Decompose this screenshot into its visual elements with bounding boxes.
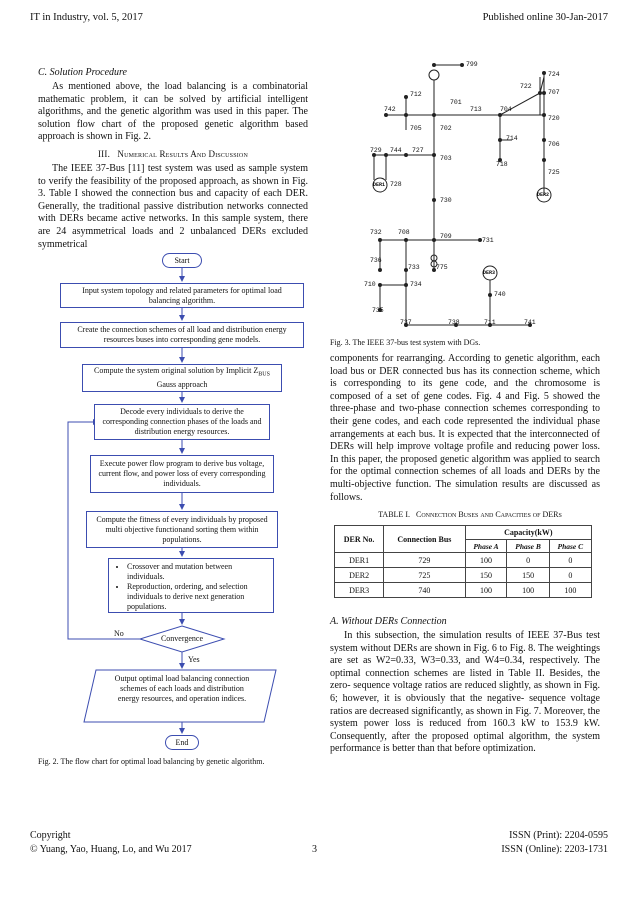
phase-a-header: Phase A xyxy=(465,540,507,553)
section-a-title: A. Without DERs Connection xyxy=(330,616,447,627)
table-cell: DER1 xyxy=(335,553,384,568)
flowchart-step-compute xyxy=(82,364,282,392)
bus-label: 731 xyxy=(482,237,494,244)
zbus-subscript: BUS xyxy=(258,371,270,378)
compute-text: Compute the system original solution by Implicit Z xyxy=(94,366,259,376)
table-cell: 0 xyxy=(549,568,591,583)
bus-label: 703 xyxy=(440,155,452,162)
bus-label: 728 xyxy=(390,181,402,188)
table-cell: 729 xyxy=(384,553,465,568)
table-row xyxy=(335,553,592,568)
flowchart-step-crossover xyxy=(108,558,274,613)
section-iii-heading xyxy=(38,149,308,159)
der3-label: DER3 xyxy=(483,270,496,276)
section-iii-paragraph xyxy=(38,163,308,251)
der2-label: DER2 xyxy=(537,192,550,198)
table-cell: 0 xyxy=(507,553,549,568)
bus-label: 708 xyxy=(398,229,410,236)
table-cell: DER3 xyxy=(335,583,384,598)
yes-label: Yes xyxy=(188,655,200,664)
flowchart xyxy=(38,250,310,770)
flowchart-end: End xyxy=(165,735,199,750)
table-cell: 100 xyxy=(465,553,507,568)
bus-diagram-lines xyxy=(330,55,608,335)
footer-left xyxy=(30,829,192,857)
bus-label: 738 xyxy=(448,319,460,326)
table-cell: 100 xyxy=(507,583,549,598)
bus-label: 727 xyxy=(412,147,424,154)
issn-print: ISSN (Print): 2204-0595 xyxy=(509,830,608,841)
page-number: 3 xyxy=(312,844,317,855)
bus-label: 711 xyxy=(484,319,496,326)
section-c-paragraph xyxy=(38,81,308,144)
section-iii-text: The IEEE 37-Bus [11] test system was used as sample system to verify the feasibility of the proposed approach, as shown in Fig. 3. Table I showed the connection bus and capacity of each DER. Generally, the traditional passive distribution networks connected with DERs became active networks. In this sample system, there are 24 asymmetrical loads and 2 unbalanced DERs excluded symmetrical xyxy=(38,163,308,250)
bus-label: 714 xyxy=(506,135,518,142)
bus-label: 741 xyxy=(524,319,536,326)
fig3-caption: Fig. 3. The IEEE 37-bus test system with DGs. xyxy=(330,338,481,347)
bus-label: 733 xyxy=(408,264,420,271)
table1-number: TABLE I. xyxy=(378,510,410,519)
bus-label: 736 xyxy=(370,257,382,264)
copyright-label: Copyright xyxy=(30,830,71,841)
bus-label: 734 xyxy=(410,281,422,288)
bus-label: 713 xyxy=(470,106,482,113)
no-label: No xyxy=(114,629,124,638)
bus-label: 732 xyxy=(370,229,382,236)
bus-label: 712 xyxy=(410,91,422,98)
bus-label: 704 xyxy=(500,106,512,113)
bus-label: 729 xyxy=(370,147,382,154)
crossover-item: • Crossover and mutation between individuals. xyxy=(127,562,269,582)
flowchart-step-decode: Decode every individuals to derive the corresponding connection phases of the loads and distribution energy resources. xyxy=(94,404,270,440)
reproduction-item: • Reproduction, ordering, and selection individuals to derive next generation populations. xyxy=(127,582,269,612)
flowchart-start: Start xyxy=(162,253,202,268)
bus-label: 737 xyxy=(400,319,412,326)
flowchart-step-input: Input system topology and related parameters for optimal load balancing algorithm. xyxy=(60,283,304,308)
connection-header: Connection Bus xyxy=(384,526,465,553)
right-text: components for rearranging. According to genetic algorithm, each load bus or DER connected bus has its connection scheme, which is corresponding to its gene code, and the chromosome is composed of a set of gene codes. Fig. 4 and Fig. 5 showed the three-phase and two-phase connection schemes corresponding to their gene codes, and each code represented the individual phase arrangements at each bus. It is expected that the interconnected of DERs will help improve voltage profile and reducing power loss. In this paper, the proposed genetic algorithm was applied to search for the optimal connection schemes of all loads and DERs by the multi-objective function. The simulation results are discussed as follows. xyxy=(330,353,600,503)
bus-label: 718 xyxy=(496,161,508,168)
flowchart-step-create: Create the connection schemes of all load and distribution energy resources buses into corresponding gene models. xyxy=(60,322,304,348)
flowchart-output: Output optimal load balancing connection schemes of each loads and distribution energy resources, and operation indices. xyxy=(114,674,250,703)
bus-label: 742 xyxy=(384,106,396,113)
section-c-text: As mentioned above, the load balancing is a combinatorial mathematic problem, it can be solved by artificial intelligent algorithms, and the genetic algorithm was used in this paper. The solution flow chart of the proposed genetic algorithm based approach is shown in Fig. 2. xyxy=(38,81,308,143)
section-c-title: C. Solution Procedure xyxy=(38,67,127,78)
der-header: DER No. xyxy=(335,526,384,553)
table-cell: 740 xyxy=(384,583,465,598)
phase-b-header: Phase B xyxy=(507,540,549,553)
table-cell: 150 xyxy=(465,568,507,583)
phase-c-header: Phase C xyxy=(549,540,591,553)
bus-label: 725 xyxy=(548,169,560,176)
table-row xyxy=(335,583,592,598)
section-iii-title: Numerical Results And Discussion xyxy=(117,149,249,159)
bus-label: 740 xyxy=(494,291,506,298)
bus-label: 705 xyxy=(410,125,422,132)
table-cell: 100 xyxy=(465,583,507,598)
journal-header: IT in Industry, vol. 5, 2017 xyxy=(30,12,143,23)
footer-right xyxy=(501,829,608,857)
der1-label: DER1 xyxy=(373,182,386,188)
table-cell: 100 xyxy=(549,583,591,598)
table-row xyxy=(335,568,592,583)
table-cell: 0 xyxy=(549,553,591,568)
bus-label: 730 xyxy=(440,197,452,204)
flowchart-step-fitness: Compute the fitness of every individuals by proposed multi objective functionand sorting them within populations. xyxy=(86,511,278,548)
convergence-label: Convergence xyxy=(160,634,204,643)
bus-label: 722 xyxy=(520,83,532,90)
bus-label: 701 xyxy=(450,99,462,106)
bus-label: 735 xyxy=(372,307,384,314)
table-cell: DER2 xyxy=(335,568,384,583)
published-date: Published online 30-Jan-2017 xyxy=(482,12,608,23)
table1-title xyxy=(340,510,600,519)
compute-line-1 xyxy=(94,366,270,380)
bus-label: 706 xyxy=(548,141,560,148)
der-table xyxy=(334,525,592,598)
table1-title-text: Connection Buses and Capacities of DERs xyxy=(415,510,562,519)
section-a-text: In this subsection, the simulation results of IEEE 37-Bus test system without DERs are shown in Fig. 6 to Fig. 8. The weightings are set as W2=0.33, W3=0.33, and W4=0.34, respectively. The optimal connection schemes are listed in Table II. Besides, the zero- sequence voltage ratios are reduced slightly, as shown in Fig. 6; however, it is obviously that the negative- sequence voltage ratios are decreased significantly, as shown in Fig. 7. Moreover, the system power loss is reduced from 160.3 kW to 153.9 kW. Consequently, after the proposed optimal algorithm, the system performance is better than that before optimization. xyxy=(330,630,600,755)
section-a-paragraph xyxy=(330,630,600,756)
issn-online: ISSN (Online): 2203-1731 xyxy=(501,844,608,855)
crossover-list xyxy=(113,562,269,612)
table-cell: 725 xyxy=(384,568,465,583)
bus-label: 710 xyxy=(364,281,376,288)
bus-label: 799 xyxy=(466,61,478,68)
bus-label: 720 xyxy=(548,115,560,122)
bus-label: 775 xyxy=(436,264,448,271)
capacity-header: Capacity(kW) xyxy=(465,526,591,540)
authors-line: © Yuang, Yao, Huang, Lo, and Wu 2017 xyxy=(30,844,192,855)
bus-label: 709 xyxy=(440,233,452,240)
compute-line-2: Gauss approach xyxy=(156,379,208,389)
bus-label: 702 xyxy=(440,125,452,132)
bus-label: 707 xyxy=(548,89,560,96)
section-iii-number: III. xyxy=(97,149,111,159)
bus-label: 744 xyxy=(390,147,402,154)
bus-diagram xyxy=(330,55,608,335)
right-paragraph xyxy=(330,353,600,504)
fig2-caption: Fig. 2. The flow chart for optimal load balancing by genetic algorithm. xyxy=(38,757,265,766)
bus-label: 724 xyxy=(548,71,560,78)
table-cell: 150 xyxy=(507,568,549,583)
flowchart-step-powerflow: Execute power flow program to derive bus voltage, current flow, and power loss of every corresponding individuals. xyxy=(90,455,274,493)
